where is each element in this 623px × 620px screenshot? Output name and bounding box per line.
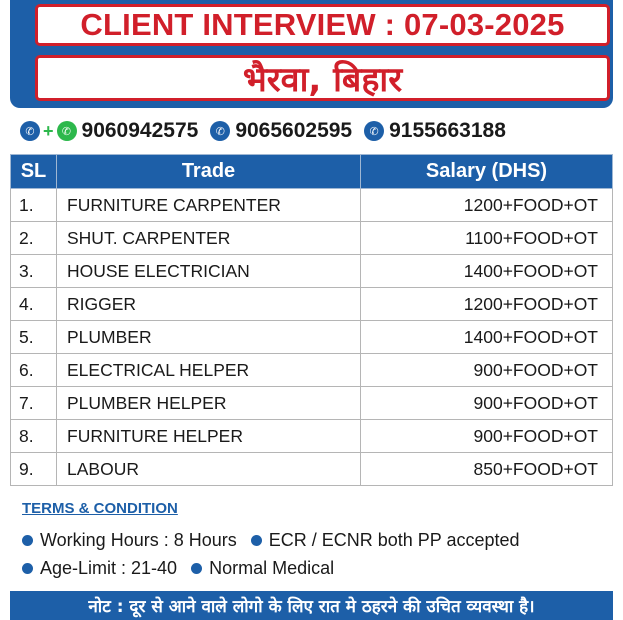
header-band: [10, 0, 613, 108]
table-row: [11, 189, 613, 222]
row-salary: 1200+FOOD+OT: [361, 189, 613, 222]
row-sl: 1.: [11, 189, 57, 222]
term-item: Working Hours : 8 Hours: [40, 530, 237, 550]
bullet-icon: [251, 535, 262, 546]
table-row: [11, 387, 613, 420]
row-salary: 1400+FOOD+OT: [361, 255, 613, 288]
row-sl: 3.: [11, 255, 57, 288]
row-sl: 7.: [11, 387, 57, 420]
city-name: भैरवा, बिहार: [242, 60, 403, 100]
phone-number[interactable]: 9060942575: [81, 119, 199, 142]
row-trade: ELECTRICAL HELPER: [57, 354, 361, 387]
row-sl: 4.: [11, 288, 57, 321]
contact-1: [20, 119, 198, 143]
table-row: [11, 222, 613, 255]
term-item: ECR / ECNR both PP accepted: [268, 530, 520, 550]
row-sl: 5.: [11, 321, 57, 354]
row-salary: 900+FOOD+OT: [361, 420, 613, 453]
row-trade: LABOUR: [57, 453, 361, 486]
table-header-row: [11, 155, 613, 189]
note-text: नोट : दूर से आने वाले लोगो के लिए रात मे ठहरने की उचित व्यवस्था है।: [88, 597, 535, 617]
row-trade: SHUT. CARPENTER: [57, 222, 361, 255]
table-row: [11, 321, 613, 354]
terms-heading: TERMS & CONDITION: [22, 500, 178, 517]
header-sl: SL: [11, 155, 57, 189]
row-salary: 1100+FOOD+OT: [361, 222, 613, 255]
title-box: [35, 4, 610, 46]
bullet-icon: [22, 535, 33, 546]
row-salary: 1200+FOOD+OT: [361, 288, 613, 321]
call-icon: ✆: [364, 121, 384, 141]
phone-number[interactable]: 9155663188: [389, 119, 506, 142]
whatsapp-icon: ✆: [57, 121, 77, 141]
call-icon: ✆: [20, 121, 40, 141]
header-trade: Trade: [57, 155, 361, 189]
row-trade: HOUSE ELECTRICIAN: [57, 255, 361, 288]
table-row: [11, 420, 613, 453]
header-salary: Salary (DHS): [361, 155, 613, 189]
note-banner: [10, 591, 613, 620]
row-sl: 9.: [11, 453, 57, 486]
table-row: [11, 288, 613, 321]
row-salary: 1400+FOOD+OT: [361, 321, 613, 354]
row-salary: 900+FOOD+OT: [361, 387, 613, 420]
term-item: Normal Medical: [209, 558, 335, 578]
contact-numbers: [20, 116, 610, 146]
row-trade: PLUMBER: [57, 321, 361, 354]
contact-2: [210, 119, 352, 143]
row-sl: 2.: [11, 222, 57, 255]
row-trade: RIGGER: [57, 288, 361, 321]
row-trade: PLUMBER HELPER: [57, 387, 361, 420]
jobs-table: [10, 154, 613, 486]
table-row: [11, 255, 613, 288]
call-icon: ✆: [210, 121, 230, 141]
table-row: [11, 453, 613, 486]
terms-line-2: [22, 558, 334, 579]
city-box: [35, 55, 610, 101]
bullet-icon: [191, 563, 202, 574]
phone-number[interactable]: 9065602595: [235, 119, 353, 142]
row-salary: 850+FOOD+OT: [361, 453, 613, 486]
row-trade: FURNITURE HELPER: [57, 420, 361, 453]
table-row: [11, 354, 613, 387]
plus-sign: +: [43, 120, 54, 141]
row-sl: 8.: [11, 420, 57, 453]
row-trade: FURNITURE CARPENTER: [57, 189, 361, 222]
row-sl: 6.: [11, 354, 57, 387]
bullet-icon: [22, 563, 33, 574]
contact-3: [364, 119, 506, 143]
row-salary: 900+FOOD+OT: [361, 354, 613, 387]
terms-line-1: [22, 530, 520, 551]
page-title: CLIENT INTERVIEW : 07-03-2025: [80, 7, 565, 42]
term-item: Age-Limit : 21-40: [40, 558, 178, 578]
